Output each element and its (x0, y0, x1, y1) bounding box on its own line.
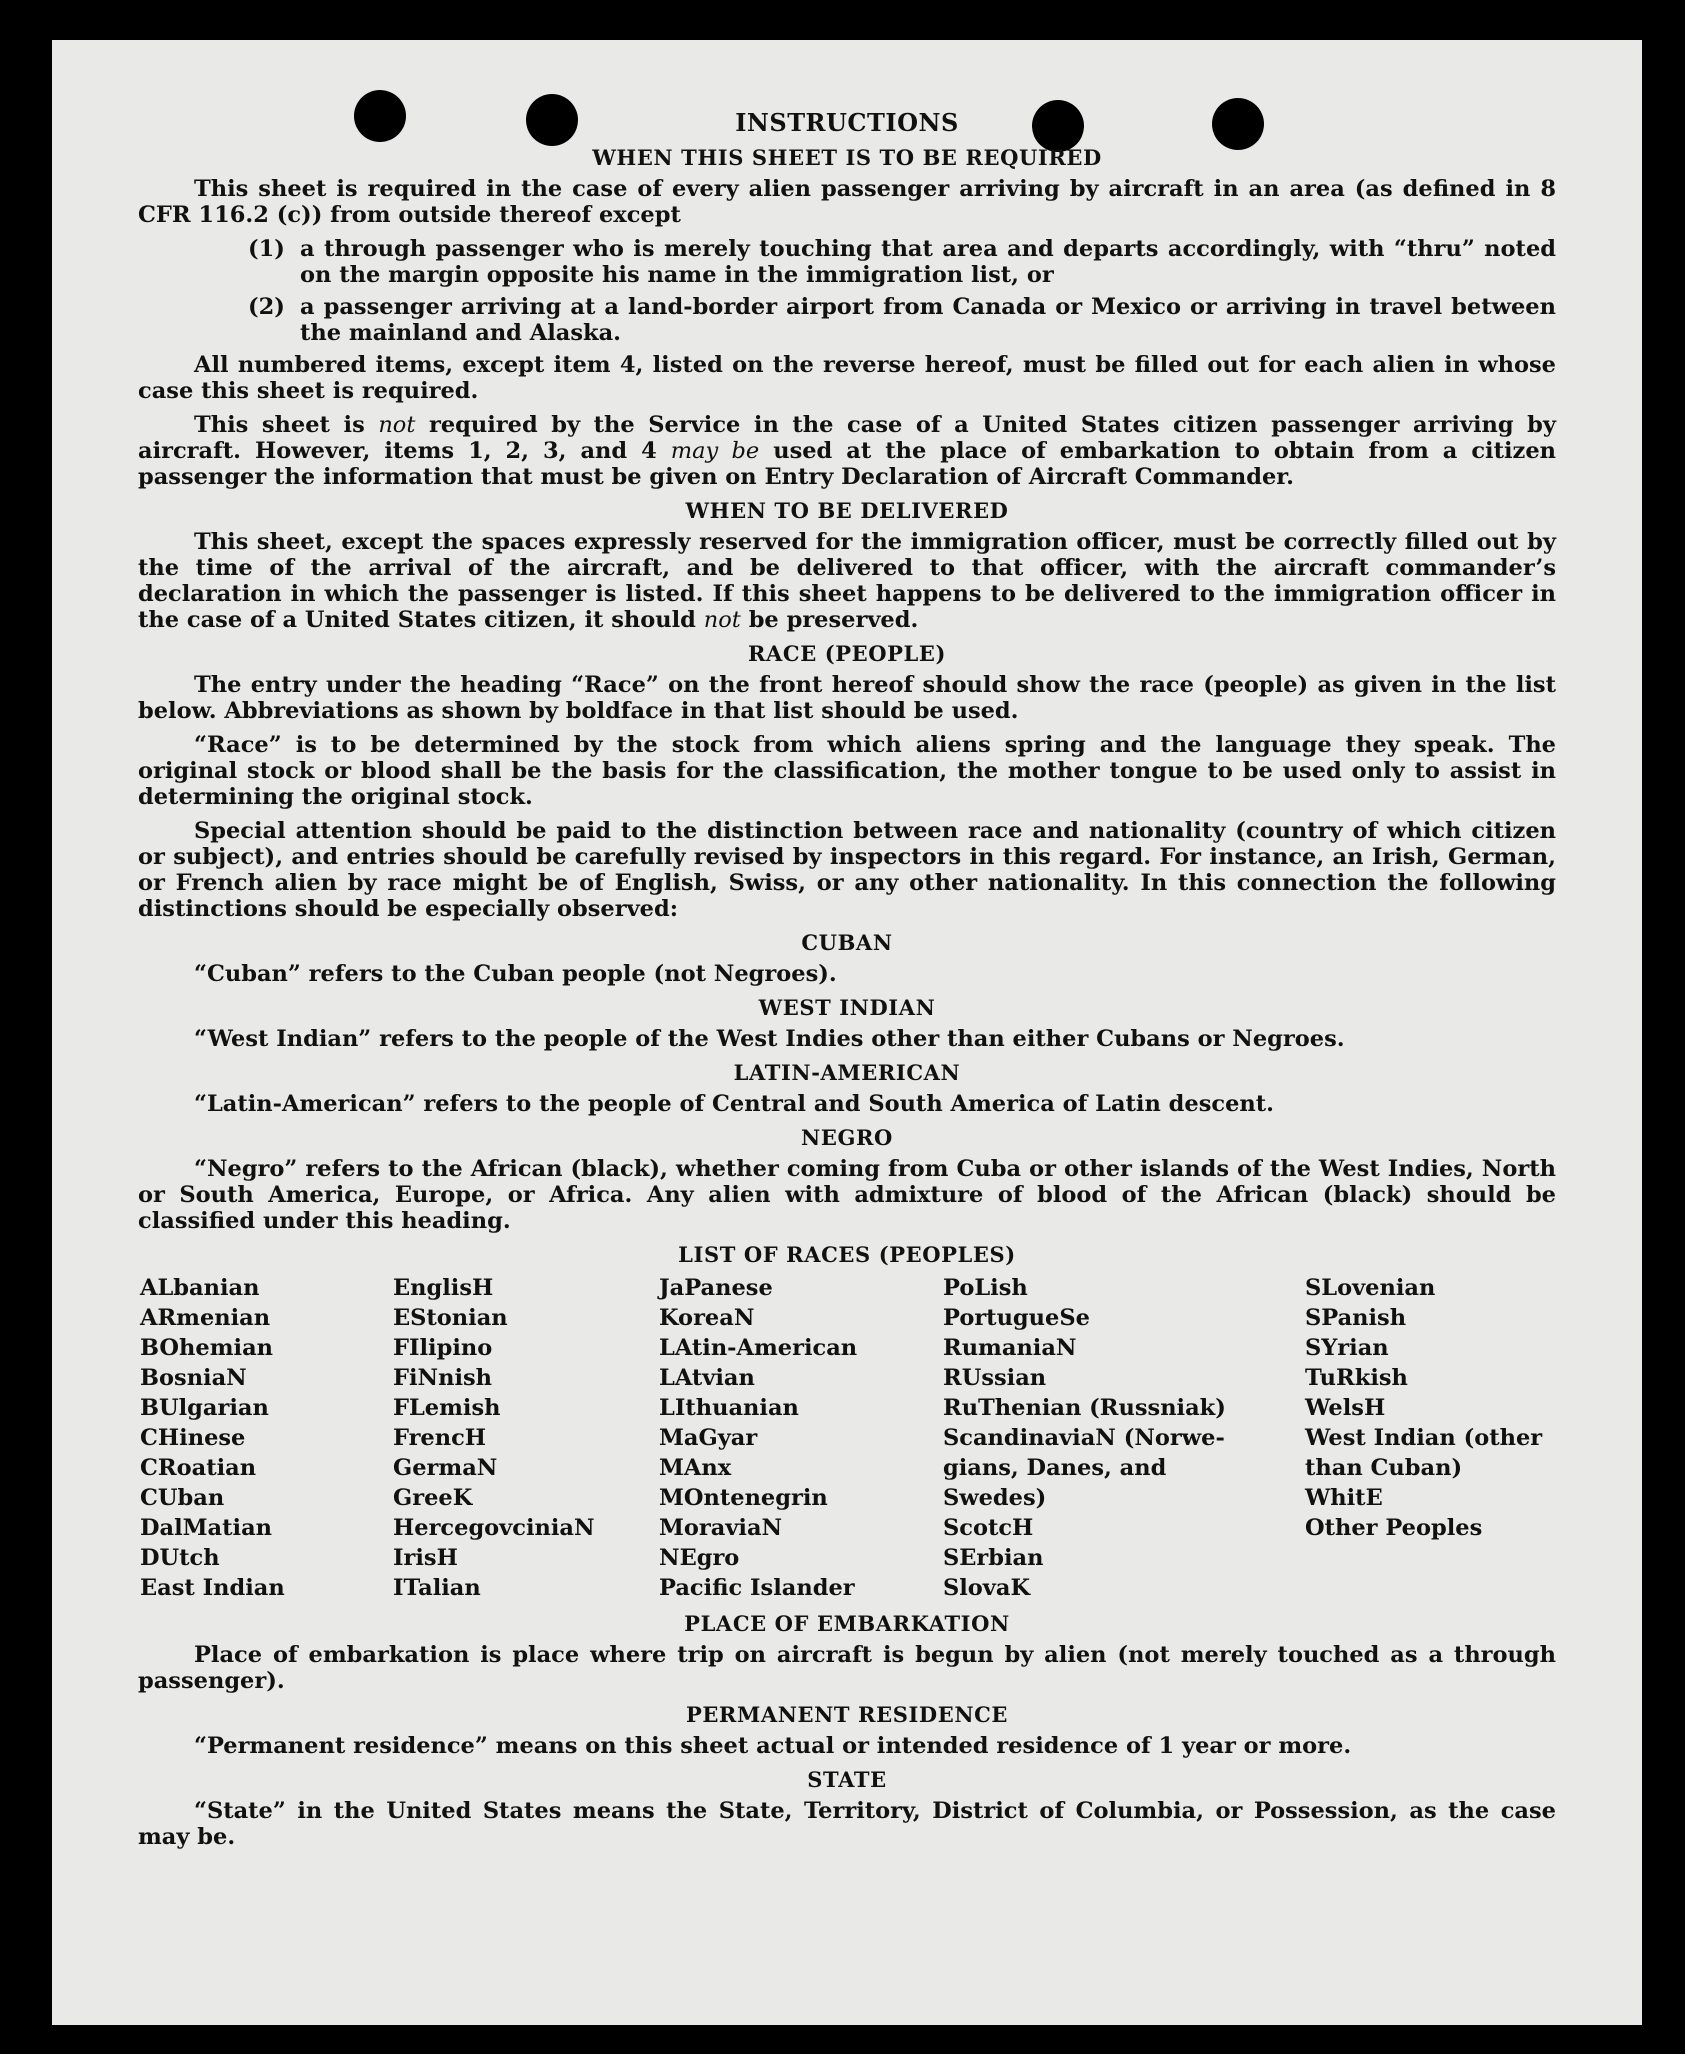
section-heading-list-of-races: LIST OF RACES (PEOPLES) (678, 1242, 1016, 1267)
race-entry: RUssian (943, 1365, 1047, 1391)
paragraph: “State” in the United States means the State, Territory, District of Columbia, or Possession, as the case may be. (138, 1798, 1556, 1850)
race-column (943, 1273, 1305, 1603)
paragraph: “Negro” refers to the African (black), whether coming from Cuba or other islands of the West Indies, North or South America, Europe, or Africa. Any alien with admixture of blood of the African (black) should be classified under this heading. (138, 1156, 1556, 1234)
race-entry: FrencH (393, 1425, 487, 1451)
race-entry: ARmenian (140, 1305, 271, 1331)
race-entry: HercegovciniaN (393, 1515, 595, 1541)
race-entry: WelsH (1305, 1395, 1386, 1421)
race-column (1305, 1273, 1558, 1603)
text-run: required by the Service in the case of a United States citizen passenger arriving by aircraft. However, items 1, 2, 3, and 4 (138, 412, 1556, 464)
paragraph: “West Indian” refers to the people of the West Indies other than either Cubans or Negroes. (194, 1026, 1345, 1052)
race-entry: NEgro (659, 1545, 740, 1571)
race-entry: ALbanian (140, 1275, 260, 1301)
race-entry: FLemish (393, 1395, 501, 1421)
race-entry: SErbian (943, 1545, 1044, 1571)
race-entry: IrisH (393, 1545, 458, 1571)
race-entry: FIlipino (393, 1335, 493, 1361)
race-entry: LAtvian (659, 1365, 755, 1391)
race-entry: Pacific Islander (659, 1575, 855, 1601)
section-heading-negro: NEGRO (801, 1125, 893, 1150)
emphasis: not (703, 607, 741, 633)
race-entry: gians, Danes, and (943, 1455, 1167, 1481)
race-entry: RuThenian (Russniak) (943, 1395, 1226, 1421)
race-entry: PoLish (943, 1275, 1028, 1301)
race-entry: Other Peoples (1305, 1515, 1483, 1541)
section-heading-race: RACE (PEOPLE) (747, 641, 947, 666)
race-entry: West Indian (other than Cuban) (1305, 1425, 1543, 1481)
race-entry: FiNnish (393, 1365, 493, 1391)
race-entry: KoreaN (659, 1305, 755, 1331)
document-page (52, 40, 1642, 2025)
race-entry: CHinese (140, 1425, 246, 1451)
paragraph: “Latin-American” refers to the people of Central and South America of Latin descent. (194, 1091, 1274, 1117)
race-entry: MAnx (659, 1455, 732, 1481)
race-entry: LAtin-American (659, 1335, 858, 1361)
race-column (659, 1273, 943, 1603)
item-number: (1) (248, 236, 285, 262)
text-run: This sheet, except the spaces expressly reserved for the immigration officer, must be correctly filled out by the time of the arrival of the aircraft, and be delivered to that officer, with the aircraft commander’s declaration in which the passenger is listed. If this sheet happens to be delivered to the immigration officer in the case of a United States citizen, it should (138, 529, 1556, 633)
race-entry: LIthuanian (659, 1395, 799, 1421)
race-entry: MOntenegrin (659, 1485, 828, 1511)
race-entry: BosniaN (140, 1365, 247, 1391)
section-heading-cuban: CUBAN (801, 930, 893, 955)
race-list (140, 1273, 1556, 1603)
section-heading-delivered: WHEN TO BE DELIVERED (685, 498, 1009, 523)
race-entry: DalMatian (140, 1515, 273, 1541)
race-entry: ITalian (393, 1575, 481, 1601)
paragraph: “Cuban” refers to the Cuban people (not Negroes). (194, 961, 837, 987)
race-entry: Swedes) (943, 1485, 1047, 1511)
text-run: be preserved. (748, 607, 919, 633)
section-heading-west-indian: WEST INDIAN (758, 995, 936, 1020)
race-entry: SlovaK (943, 1575, 1031, 1601)
race-entry: EStonian (393, 1305, 508, 1331)
text-run: This sheet is (194, 412, 365, 438)
paragraph (138, 529, 1556, 633)
section-heading-residence: PERMANENT RESIDENCE (685, 1702, 1009, 1727)
race-entry: CUban (140, 1485, 225, 1511)
list-item (138, 236, 1556, 288)
paragraph: The entry under the heading “Race” on the front hereof should show the race (people) as given in the list below. Abbreviations as shown by boldface in that list should be used. (138, 672, 1556, 724)
race-entry: WhitE (1305, 1485, 1383, 1511)
list-item (138, 294, 1556, 346)
section-heading-embarkation: PLACE OF EMBARKATION (684, 1611, 1010, 1636)
section-heading-required: WHEN THIS SHEET IS TO BE REQUIRED (592, 145, 1102, 170)
race-entry: EnglisH (393, 1275, 494, 1301)
race-entry: RumaniaN (943, 1335, 1077, 1361)
paragraph: “Race” is to be determined by the stock from which aliens spring and the language they speak. The original stock or blood shall be the basis for the classification, the mother tongue to be used only to assist in determining the original stock. (138, 732, 1556, 810)
paragraph: Place of embarkation is place where trip on aircraft is begun by alien (not merely touched as a through passenger). (138, 1642, 1556, 1694)
race-entry: BOhemian (140, 1335, 274, 1361)
section-heading-state: STATE (807, 1767, 887, 1792)
race-entry: GermaN (393, 1455, 498, 1481)
section-heading-latin-american: LATIN-AMERICAN (733, 1060, 961, 1085)
race-column (393, 1273, 659, 1603)
instructions-body (138, 108, 1556, 1858)
race-entry: BUlgarian (140, 1395, 269, 1421)
item-number: (2) (248, 294, 285, 320)
item-text: a through passenger who is merely touching that area and departs accordingly, with “thru” noted on the margin opposite his name in the immigration list, or (300, 236, 1556, 288)
paragraph: All numbered items, except item 4, listed on the reverse hereof, must be filled out for each alien in whose case this sheet is required. (138, 352, 1556, 404)
race-entry: DUtch (140, 1545, 220, 1571)
text-run: used at the place of embarkation to obtain from a citizen passenger the information that must be given on Entry Declaration of Aircraft Commander. (138, 438, 1556, 490)
race-entry: PortugueSe (943, 1305, 1090, 1331)
paragraph: “Permanent residence” means on this sheet actual or intended residence of 1 year or more. (194, 1733, 1352, 1759)
race-entry: SYrian (1305, 1335, 1389, 1361)
race-entry: CRoatian (140, 1455, 257, 1481)
paragraph (138, 412, 1556, 490)
race-entry: ScotcH (943, 1515, 1034, 1541)
paragraph: Special attention should be paid to the distinction between race and nationality (country of which citizen or subject), and entries should be carefully revised by inspectors in this regard. For instance, an Irish, German, or French alien by race might be of English, Swiss, or any other nationality. In this connection the following distinctions should be especially observed: (138, 818, 1556, 922)
race-entry: SLovenian (1305, 1275, 1436, 1301)
race-entry: TuRkish (1305, 1365, 1408, 1391)
paragraph: This sheet is required in the case of every alien passenger arriving by aircraft in an area (as defined in 8 CFR 116.2 (c)) from outside thereof except (138, 176, 1556, 228)
emphasis: may be (670, 438, 760, 464)
race-entry: SPanish (1305, 1305, 1407, 1331)
race-column (140, 1273, 393, 1603)
race-entry: ScandinaviaN (Norwe- (943, 1425, 1225, 1451)
race-entry: MaGyar (659, 1425, 758, 1451)
race-entry: JaPanese (659, 1275, 773, 1301)
item-text: a passenger arriving at a land-border airport from Canada or Mexico or arriving in travel between the mainland and Alaska. (300, 294, 1556, 346)
race-entry: East Indian (140, 1575, 285, 1601)
emphasis: not (378, 412, 416, 438)
race-entry: MoraviaN (659, 1515, 783, 1541)
race-entry: GreeK (393, 1485, 473, 1511)
page-title: INSTRUCTIONS (735, 108, 959, 137)
